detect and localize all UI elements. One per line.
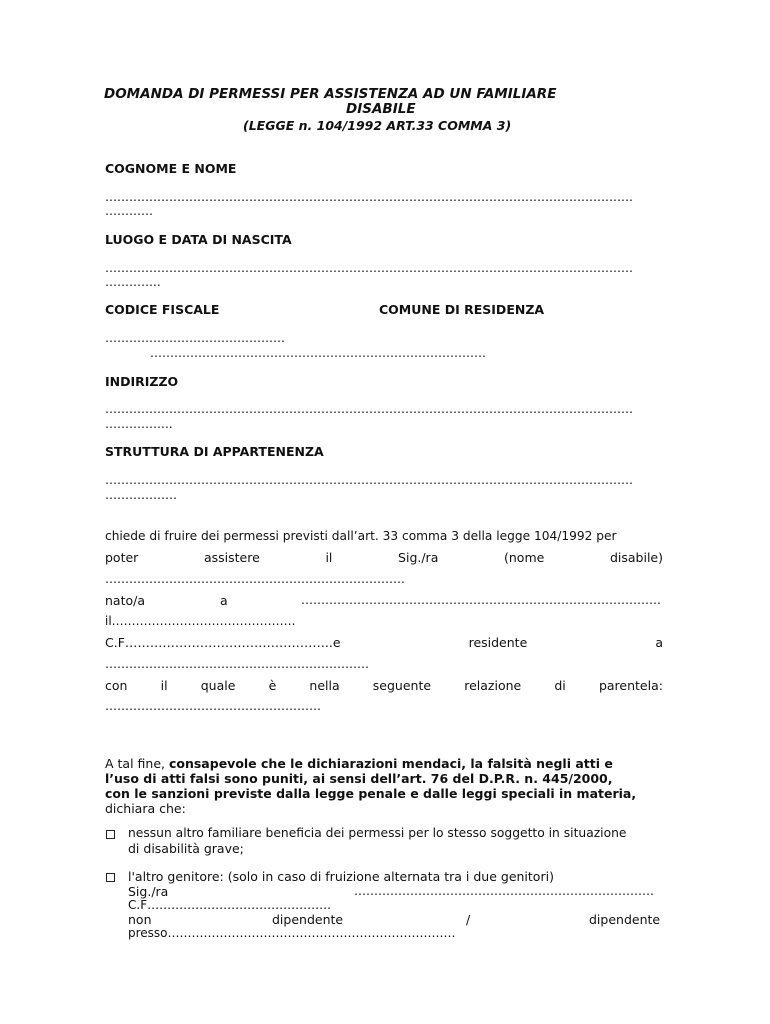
label-nato-a: nato/a	[105, 593, 146, 608]
word: disabile)	[609, 550, 663, 565]
word: con	[105, 678, 128, 693]
fill-line-indirizzo-cont[interactable]: ……………..	[105, 417, 173, 431]
fill-line-codice-fiscale[interactable]: ………………………………………	[105, 331, 285, 345]
word: quale	[200, 678, 236, 693]
label-a: a	[220, 593, 228, 608]
word: è	[268, 678, 277, 693]
word: residente	[468, 635, 528, 650]
label-indirizzo: INDIRIZZO	[105, 374, 179, 389]
fill-line-nome-disabile[interactable]: …………………………………………………………………	[105, 572, 405, 586]
word: parentela:	[598, 678, 663, 693]
word: di	[554, 678, 566, 693]
word: il	[160, 678, 168, 693]
label-luogo-data-nascita: LUOGO E DATA DI NASCITA	[105, 232, 292, 247]
fill-line-comune[interactable]: …………………………………………………………………………	[150, 346, 486, 360]
word: assistere	[203, 550, 260, 565]
fill-line-parentela[interactable]: ………………………………………………	[105, 699, 321, 713]
fill-line-altro-genitore-cf[interactable]: C.F……………………………………….	[128, 898, 331, 912]
word: relazione	[464, 678, 522, 693]
document-title-line1: DOMANDA DI PERMESSI PER ASSISTENZA AD UN FAMILIARE	[104, 86, 557, 102]
declaration-line-3: con le sanzioni previste dalla legge penale e dalle leggi speciali in materia,	[105, 786, 637, 801]
word: poter	[105, 550, 139, 565]
fill-line-cognome-cont[interactable]: …………	[105, 204, 153, 218]
declaration-line-2: l’uso di atti falsi sono puniti, ai sensi dell’art. 76 del D.P.R. n. 445/2000,	[105, 771, 613, 786]
fill-line-data-disabile[interactable]: il……………………………………….	[105, 614, 296, 628]
fill-line-luogo[interactable]: ……………………………………………………………………………………………………………………	[105, 261, 633, 275]
fill-line-cf-disabile[interactable]: C.F…………………………………………..e	[105, 635, 341, 650]
request-line-parentela	[105, 678, 663, 693]
word: il	[325, 550, 333, 565]
fill-line-struttura-cont[interactable]: ………………	[105, 488, 177, 502]
fill-line-struttura[interactable]: ……………………………………………………………………………………………………………………	[105, 473, 633, 487]
checkbox-nessun-familiare[interactable]	[106, 830, 115, 839]
fill-line-altro-genitore-nome[interactable]: …………………………………………………………………	[354, 884, 654, 898]
label-cognome-nome: COGNOME E NOME	[105, 161, 237, 176]
label-dipendente-2: dipendente	[589, 912, 661, 927]
declaration-intro-bold: consapevole che le dichiarazioni mendaci, la falsità negli atti e	[168, 756, 613, 771]
word: (nome	[504, 550, 545, 565]
fill-line-cognome[interactable]: ……………………………………………………………………………………………………………………	[105, 190, 633, 204]
item-2-line-1: l'altro genitore: (solo in caso di fruizione alternata tra i due genitori)	[128, 869, 554, 884]
document-subtitle: (LEGGE n. 104/1992 ART.33 COMMA 3)	[243, 118, 512, 133]
fill-line-presso[interactable]: presso………………………………………………………………	[128, 926, 456, 940]
word: seguente	[372, 678, 432, 693]
fill-line-indirizzo[interactable]: ……………………………………………………………………………………………………………………	[105, 402, 633, 416]
fill-line-luogo-cont[interactable]: …………..	[105, 275, 161, 289]
declaration-line-4: dichiara che:	[105, 801, 186, 816]
label-struttura-appartenenza: STRUTTURA DI APPARTENENZA	[105, 444, 324, 459]
declaration-line-1	[105, 756, 613, 771]
label-codice-fiscale: CODICE FISCALE	[105, 302, 220, 317]
request-line-2	[105, 550, 663, 565]
label-slash: /	[466, 912, 471, 927]
label-dipendente-1: dipendente	[272, 912, 344, 927]
checkbox-altro-genitore[interactable]	[106, 873, 115, 882]
fill-line-residenza-disabile[interactable]: …………………………………………………………	[105, 657, 369, 671]
declaration-intro: A tal fine,	[105, 756, 169, 771]
label-non: non	[128, 912, 152, 927]
word: Sig./ra	[398, 550, 439, 565]
word: a	[655, 635, 663, 650]
label-comune-residenza: COMUNE DI RESIDENZA	[379, 302, 545, 317]
word: nella	[309, 678, 340, 693]
item-1-line-1: nessun altro familiare beneficia dei permessi per lo stesso soggetto in situazione	[128, 826, 627, 840]
document-title-line2: DISABILE	[346, 101, 416, 117]
request-line-1: chiede di fruire dei permessi previsti dall’art. 33 comma 3 della legge 104/1992 per	[105, 529, 617, 543]
item-1-line-2: di disabilità grave;	[128, 841, 244, 856]
fill-line-luogo-disabile[interactable]: ………………………………………………………………………………	[301, 593, 661, 607]
request-line-cf	[105, 635, 663, 650]
label-sig-ra: Sig./ra	[128, 884, 169, 899]
